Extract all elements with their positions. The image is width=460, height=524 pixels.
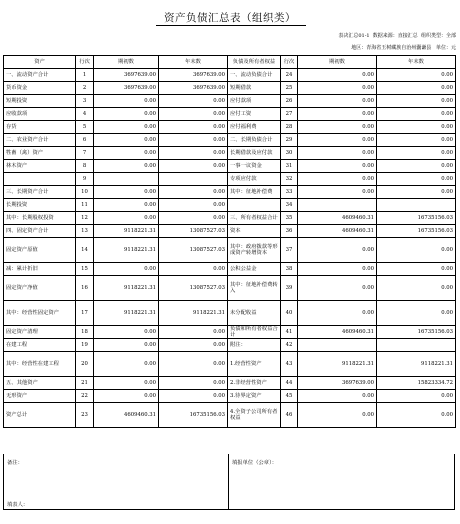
table-body (4, 69, 456, 428)
asset-name: 资产总计 (4, 403, 76, 428)
liability-name: 应付福利费 (228, 121, 281, 134)
liability-row-no: 26 (281, 95, 298, 108)
asset-closing: 0.00 (159, 95, 228, 108)
liability-closing: 0.00 (377, 173, 456, 186)
table-row (4, 301, 456, 326)
table-row (4, 173, 456, 186)
liability-name: 3.待界定资产 (228, 390, 281, 403)
asset-row-no: 1 (76, 69, 94, 82)
organization-type: 组织类型：全部 (420, 33, 456, 39)
liability-opening: 9118221.31 (298, 352, 377, 377)
liability-row-no: 31 (281, 160, 298, 173)
report-title: 资产负债汇总表（组织类） (164, 12, 296, 24)
liability-closing: 0.00 (377, 160, 456, 173)
asset-name: 五、其他资产 (4, 377, 76, 390)
asset-opening: 4609460.31 (94, 403, 159, 428)
header-assets: 资产 (4, 56, 76, 69)
liability-name: 其中：征地补偿费转入 (228, 276, 281, 301)
asset-opening: 0.00 (94, 186, 159, 199)
asset-name: 四、固定资产合计 (4, 225, 76, 238)
asset-closing (159, 173, 228, 186)
asset-name: 存货 (4, 121, 76, 134)
liability-closing: 16735156.03 (377, 326, 456, 339)
asset-row-no: 23 (76, 403, 94, 428)
liability-name (228, 199, 281, 212)
table-row (4, 186, 456, 199)
liability-closing: 0.00 (377, 121, 456, 134)
liability-opening (298, 199, 377, 212)
liability-row-no: 42 (281, 339, 298, 352)
asset-closing: 0.00 (159, 199, 228, 212)
liability-row-no: 35 (281, 212, 298, 225)
liability-name: 长期借款及应付款 (228, 147, 281, 160)
liability-closing: 0.00 (377, 238, 456, 263)
liability-opening: 4609460.31 (298, 326, 377, 339)
asset-row-no: 17 (76, 301, 94, 326)
liability-name: 2.非经营性资产 (228, 377, 281, 390)
liability-closing: 0.00 (377, 276, 456, 301)
table-row (4, 199, 456, 212)
table-row (4, 403, 456, 428)
asset-closing: 0.00 (159, 160, 228, 173)
asset-opening: 9118221.31 (94, 238, 159, 263)
asset-row-no: 10 (76, 186, 94, 199)
asset-closing: 0.00 (159, 108, 228, 121)
liability-name: 未分配收益 (228, 301, 281, 326)
liability-opening: 0.00 (298, 121, 377, 134)
asset-name: 林木资产 (4, 160, 76, 173)
liability-row-no: 28 (281, 121, 298, 134)
liability-closing: 16735156.03 (377, 212, 456, 225)
asset-row-no: 3 (76, 95, 94, 108)
asset-opening: 0.00 (94, 339, 159, 352)
liability-closing (377, 339, 456, 352)
liability-name: 附注： (228, 339, 281, 352)
asset-name (4, 173, 76, 186)
liability-opening: 0.00 (298, 69, 377, 82)
liability-name: 一、流动负债合计 (228, 69, 281, 82)
table-row (4, 108, 456, 121)
liability-opening: 3697639.00 (298, 377, 377, 390)
region-name: 地区：青海省玉树藏族自治州囊谦县 (351, 45, 432, 51)
liability-opening: 0.00 (298, 134, 377, 147)
liability-row-no: 34 (281, 199, 298, 212)
liability-opening: 0.00 (298, 276, 377, 301)
asset-name: 应收款项 (4, 108, 76, 121)
asset-name: 其中：长期股权投资 (4, 212, 76, 225)
liability-name: 二、长期负债合计 (228, 134, 281, 147)
liability-name: 应付款项 (228, 95, 281, 108)
table-row (4, 121, 456, 134)
liability-closing: 16735156.03 (377, 225, 456, 238)
liability-row-no: 40 (281, 301, 298, 326)
liability-row-no: 30 (281, 147, 298, 160)
table-row (4, 326, 456, 339)
asset-name: 货币资金 (4, 82, 76, 95)
asset-opening: 0.00 (94, 95, 159, 108)
liability-closing: 15823334.72 (377, 377, 456, 390)
reporting-unit-label: 填报单位（公章）： (232, 460, 278, 466)
asset-row-no: 21 (76, 377, 94, 390)
asset-opening: 9118221.31 (94, 225, 159, 238)
asset-closing: 13087527.03 (159, 276, 228, 301)
liability-row-no: 43 (281, 352, 298, 377)
liability-name: 其中：征地补偿费 (228, 186, 281, 199)
liability-opening: 0.00 (298, 82, 377, 95)
asset-row-no: 18 (76, 326, 94, 339)
header-row-no-2: 行次 (281, 56, 298, 69)
liability-name: 4.全资子公司所有者权益 (228, 403, 281, 428)
asset-row-no: 19 (76, 339, 94, 352)
liability-name: 其中：政府拨款等形成资产转增资本 (228, 238, 281, 263)
liability-opening: 0.00 (298, 263, 377, 276)
asset-row-no: 2 (76, 82, 94, 95)
table-row (4, 390, 456, 403)
asset-closing: 0.00 (159, 352, 228, 377)
liability-row-no: 36 (281, 225, 298, 238)
asset-row-no: 9 (76, 173, 94, 186)
asset-opening: 0.00 (94, 390, 159, 403)
table-row (4, 352, 456, 377)
header-row-no: 行次 (76, 56, 94, 69)
asset-closing: 0.00 (159, 147, 228, 160)
table-row (4, 82, 456, 95)
asset-name: 固定资产清理 (4, 326, 76, 339)
liability-row-no: 38 (281, 263, 298, 276)
remark-label: 备注： (7, 460, 23, 466)
table-row (4, 160, 456, 173)
asset-closing: 0.00 (159, 390, 228, 403)
liability-closing: 0.00 (377, 263, 456, 276)
liability-name: 负债和所有者权益合计 (228, 326, 281, 339)
asset-opening: 0.00 (94, 134, 159, 147)
table-number: 表决汇总01-1 (338, 33, 370, 39)
asset-row-no: 11 (76, 199, 94, 212)
asset-closing: 3697639.00 (159, 69, 228, 82)
liability-closing: 0.00 (377, 403, 456, 428)
table-row (4, 339, 456, 352)
asset-name: 牲畜（禽）资产 (4, 147, 76, 160)
asset-closing: 0.00 (159, 186, 228, 199)
liability-row-no: 27 (281, 108, 298, 121)
asset-row-no: 14 (76, 238, 94, 263)
liability-closing: 0.00 (377, 390, 456, 403)
table-header-row (4, 56, 456, 69)
liability-opening: 0.00 (298, 108, 377, 121)
asset-name: 长期投资 (4, 199, 76, 212)
table-row (4, 377, 456, 390)
table-row (4, 147, 456, 160)
asset-name: 短期投资 (4, 95, 76, 108)
liability-row-no: 46 (281, 403, 298, 428)
asset-opening: 0.00 (94, 263, 159, 276)
liability-opening: 0.00 (298, 160, 377, 173)
asset-opening: 0.00 (94, 377, 159, 390)
balance-sheet-table (3, 55, 456, 428)
liability-row-no: 39 (281, 276, 298, 301)
asset-name: 固定资产原值 (4, 238, 76, 263)
liability-name: 专项应付款 (228, 173, 281, 186)
asset-closing: 16735156.03 (159, 403, 228, 428)
table-row (4, 238, 456, 263)
asset-opening: 0.00 (94, 199, 159, 212)
liability-closing: 0.00 (377, 108, 456, 121)
title-underline (156, 25, 306, 26)
table-row (4, 276, 456, 301)
asset-row-no: 15 (76, 263, 94, 276)
asset-opening: 0.00 (94, 326, 159, 339)
asset-closing: 13087527.03 (159, 238, 228, 263)
footer-divider (228, 454, 229, 510)
table-row (4, 69, 456, 82)
asset-closing: 13087527.03 (159, 225, 228, 238)
liability-closing (377, 199, 456, 212)
liability-opening: 0.00 (298, 403, 377, 428)
liability-row-no: 41 (281, 326, 298, 339)
asset-closing: 0.00 (159, 339, 228, 352)
asset-opening: 3697639.00 (94, 69, 159, 82)
currency-unit: 单位：元 (435, 45, 456, 51)
liability-closing: 0.00 (377, 95, 456, 108)
asset-row-no: 16 (76, 276, 94, 301)
liability-opening: 0.00 (298, 238, 377, 263)
asset-row-no: 13 (76, 225, 94, 238)
asset-name: 减：累计折旧 (4, 263, 76, 276)
liability-row-no: 24 (281, 69, 298, 82)
liability-name: 短期借款 (228, 82, 281, 95)
asset-opening: 0.00 (94, 108, 159, 121)
data-source: 数据来源：直接汇总 (372, 33, 418, 39)
liability-row-no: 29 (281, 134, 298, 147)
liability-closing: 9118221.31 (377, 352, 456, 377)
liability-name: 公积公益金 (228, 263, 281, 276)
asset-row-no: 4 (76, 108, 94, 121)
asset-opening: 0.00 (94, 352, 159, 377)
header-closing: 年末数 (159, 56, 228, 69)
asset-name: 固定资产净值 (4, 276, 76, 301)
asset-closing: 3697639.00 (159, 82, 228, 95)
liability-opening: 4609460.31 (298, 225, 377, 238)
liability-closing: 0.00 (377, 82, 456, 95)
region-line (0, 44, 456, 51)
asset-name: 一、流动资产合计 (4, 69, 76, 82)
liability-row-no: 37 (281, 238, 298, 263)
asset-closing: 0.00 (159, 121, 228, 134)
asset-closing: 0.00 (159, 326, 228, 339)
asset-closing: 0.00 (159, 134, 228, 147)
footer-block (3, 454, 455, 510)
liability-closing: 0.00 (377, 134, 456, 147)
asset-row-no: 6 (76, 134, 94, 147)
liability-closing: 0.00 (377, 301, 456, 326)
asset-name: 无形资产 (4, 390, 76, 403)
liability-opening: 0.00 (298, 173, 377, 186)
liability-row-no: 45 (281, 390, 298, 403)
asset-opening: 9118221.31 (94, 276, 159, 301)
liability-name: 1.经营性资产 (228, 352, 281, 377)
liability-opening: 4609460.31 (298, 212, 377, 225)
asset-opening: 0.00 (94, 160, 159, 173)
asset-closing: 0.00 (159, 212, 228, 225)
liability-closing: 0.00 (377, 69, 456, 82)
liability-opening: 0.00 (298, 147, 377, 160)
liability-name: 应付工资 (228, 108, 281, 121)
asset-row-no: 22 (76, 390, 94, 403)
asset-row-no: 5 (76, 121, 94, 134)
asset-opening: 9118221.31 (94, 301, 159, 326)
table-row (4, 95, 456, 108)
asset-row-no: 20 (76, 352, 94, 377)
preparer-label: 填表人： (7, 502, 29, 508)
asset-closing: 9118221.31 (159, 301, 228, 326)
asset-name: 在建工程 (4, 339, 76, 352)
header-closing-2: 年末数 (377, 56, 456, 69)
asset-name: 其中：经营性固定资产 (4, 301, 76, 326)
header-opening-2: 期初数 (298, 56, 377, 69)
liability-opening: 0.00 (298, 95, 377, 108)
liability-row-no: 33 (281, 186, 298, 199)
table-row (4, 225, 456, 238)
liability-name: 资本 (228, 225, 281, 238)
asset-name: 其中：经营性在建工程 (4, 352, 76, 377)
asset-closing: 0.00 (159, 263, 228, 276)
liability-row-no: 32 (281, 173, 298, 186)
asset-closing: 0.00 (159, 377, 228, 390)
table-row (4, 263, 456, 276)
liability-opening: 0.00 (298, 301, 377, 326)
report-meta (0, 32, 456, 39)
asset-opening: 0.00 (94, 147, 159, 160)
asset-opening (94, 173, 159, 186)
liability-opening (298, 339, 377, 352)
liability-row-no: 25 (281, 82, 298, 95)
liability-row-no: 44 (281, 377, 298, 390)
asset-row-no: 7 (76, 147, 94, 160)
liability-name: 三、所有者权益合计 (228, 212, 281, 225)
liability-name: 一事一议资金 (228, 160, 281, 173)
liability-opening: 0.00 (298, 186, 377, 199)
asset-row-no: 12 (76, 212, 94, 225)
asset-name: 二、农业资产合计 (4, 134, 76, 147)
table-row (4, 134, 456, 147)
header-opening: 期初数 (94, 56, 159, 69)
asset-opening: 0.00 (94, 121, 159, 134)
asset-row-no: 8 (76, 160, 94, 173)
liability-opening: 0.00 (298, 390, 377, 403)
asset-name: 三、长期资产合计 (4, 186, 76, 199)
table-row (4, 212, 456, 225)
header-liabilities: 负债及所有者权益 (228, 56, 281, 69)
asset-opening: 3697639.00 (94, 82, 159, 95)
asset-opening: 0.00 (94, 212, 159, 225)
liability-closing: 0.00 (377, 147, 456, 160)
liability-closing: 0.00 (377, 186, 456, 199)
